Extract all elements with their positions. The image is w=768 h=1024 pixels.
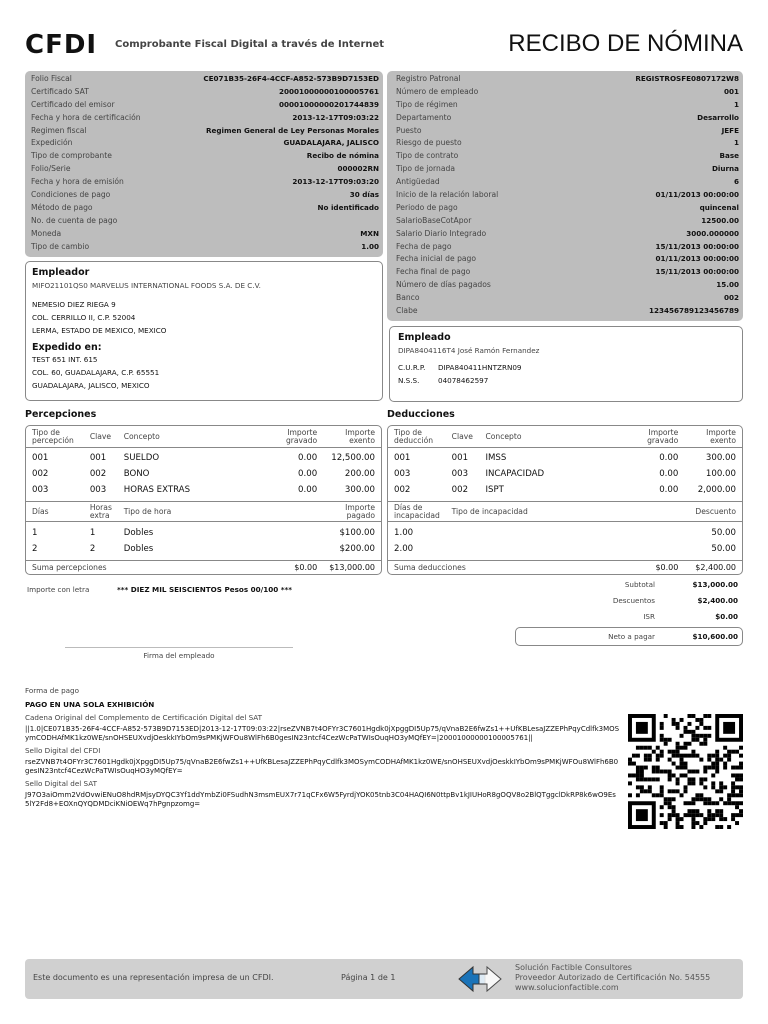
empleado-field-row [396,202,739,215]
subtotal-label: Subtotal [624,580,655,589]
empleado-field-label: Antigüedad [396,177,440,187]
empleado-field-value: 15.00 [716,280,739,290]
empleado-field-row [396,241,739,254]
firma-label: Firma del empleado [143,651,215,660]
footer-representacion: Este documento es una representación impresa de un CFDI. [33,973,274,982]
footer-proveedor: Proveedor Autorizado de Certificación No. 54555 [515,973,711,982]
suma-percepciones-exento: $13,000.00 [329,563,375,572]
percepcion-row [26,482,381,498]
empleado-field-value: 15/11/2013 00:00:00 [655,267,739,277]
solucion-factible-logo-icon [455,962,505,996]
footer-company: Solución Factible Consultores [515,963,632,972]
empleado-field-value: 01/11/2013 00:00:00 [655,190,739,200]
cfdi-logo: CFDI [25,30,98,60]
deduccion-cell: 0.00 [659,469,679,479]
comprobante-field-row [31,112,379,125]
deduccion-cell: 002 [394,485,411,495]
comprobante-field-row [31,202,379,215]
comprobante-field-label: Moneda [31,228,62,238]
comprobante-field-label: Condiciones de pago [31,190,111,200]
comprobante-field-label: Certificado del emisor [31,99,115,109]
empleado-field-row [396,215,739,228]
incapacidad-cell: 50.00 [711,544,736,554]
empleado-field-label: Riesgo de puesto [396,138,462,148]
firma-line [65,647,293,648]
empleado-field-row [396,163,739,176]
cadena-original-value: ||1.0|CE071B35-26F4-4CCF-A852-573B9D7153ED|2013-12-17T09:03:22|rseZVNB7t4OFYr3C7601Hgdk0jXpggDI5Up75/qVnaB2E6fwZs1++UfKBLesaJZZEPhPqyCdlfk3MOSymCODHAfMK1kz0WE/snOHSEUXvdjOeskkIYbOm9sPMKjWFOu8WlFh6B0gesIN23ntcf4CezWcPaTWIsOuqHO3yMQfEY=|20001000000100005761|| [25,725,620,742]
empleado-field-row [396,150,739,163]
percepcion-cell: 002 [89,469,107,479]
empleado-field-label: Salario Diario Integrado [396,228,487,238]
percepciones-suma-row [26,560,381,574]
empleado-field-label: Fecha final de pago [396,267,471,277]
comprobante-field-value: CE071B35-26F4-4CCF-A852-573B9D7153ED [203,74,379,83]
header-subtitle: Comprobante Fiscal Digital a través de Internet [115,39,385,50]
percepcion-cell: 002 [32,469,49,479]
percepcion-cell: 001 [89,453,107,463]
empleado-field-value: 123456789123456789 [648,306,739,316]
empleado-field-label: Departamento [396,112,452,122]
comprobante-field-value: Regimen General de Ley Personas Morales [205,125,379,135]
forma-pago-value: PAGO EN UNA SOLA EXHIBICIÓN [25,700,155,709]
comprobante-field-row [31,176,379,189]
deducciones-table [387,425,743,575]
percepcion-cell: 12,500.00 [331,453,375,463]
deduccion-cell: 003 [451,469,469,479]
empleado-field-row [396,189,739,202]
isr-label: ISR [643,612,655,621]
footer [25,959,743,999]
empleado-field-label: Puesto [396,125,422,135]
col-dias-incapacidad: Días de incapacidad [394,502,440,520]
neto-value: $10,600.00 [692,632,738,641]
empleado-field-row [396,305,739,318]
percepcion-cell: 200.00 [344,469,375,479]
empleado-field-value: Desarrollo [697,112,739,122]
expedido-title: Expedido en: [32,342,102,353]
col-dias: Días [32,507,49,516]
empleado-field-row [396,253,739,266]
comprobante-field-value: 2013-12-17T09:03:20 [292,177,379,187]
empleador-rfc-name: MIFO21101QS0 MARVELUS INTERNATIONAL FOODS S.A. DE C.V. [32,281,261,290]
percepcion-cell: 003 [32,485,49,495]
incapacidad-row [388,541,742,557]
comprobante-field-value: No identificado [317,202,379,212]
incapacidad-row [388,525,742,541]
col-clave: Clave [451,432,473,441]
neto-label: Neto a pagar [608,632,655,641]
empleado-field-value: 1 [733,138,739,148]
empleado-field-value: 3000.000000 [686,228,739,238]
suma-deducciones-gravado: $0.00 [655,563,679,572]
comprobante-field-value: MXN [360,228,379,238]
deduccion-cell: 001 [394,453,411,463]
comprobante-field-value: 20001000000100005761 [278,86,379,96]
deduccion-cell: 2,000.00 [697,485,736,495]
empleado-field-row [396,137,739,150]
horas-extra-header [26,502,381,522]
empleado-field-row [396,292,739,305]
col-tipo-deduccion: Tipo de deducción [394,427,434,445]
comprobante-field-row [31,241,379,254]
comprobante-info-box [25,71,383,257]
deduccion-cell: 001 [451,453,469,463]
importe-letra-label: Importe con letra [27,585,90,594]
empleado-field-value: 15/11/2013 00:00:00 [655,241,739,251]
suma-percepciones-label: Suma percepciones [32,563,107,572]
empleado-field-label: Inicio de la relación laboral [396,190,499,200]
horas-extra-cell: 2 [89,544,96,554]
deduccion-cell: INCAPACIDAD [485,469,545,479]
horas-extra-cell: Dobles [123,528,154,538]
horas-extra-cell: Dobles [123,544,154,554]
empleador-address-3: LERMA, ESTADO DE MEXICO, MEXICO [32,326,167,335]
empleado-field-value: 12500.00 [701,215,739,225]
deducciones-title: Deducciones [387,409,455,420]
percepcion-cell: 0.00 [298,469,318,479]
col-importe-exento: Importe exento [706,427,736,445]
empleado-field-row [396,86,739,99]
col-clave: Clave [89,432,112,441]
empleador-title: Empleador [32,267,90,278]
empleado-field-value: 6 [733,177,739,187]
percepcion-cell: SUELDO [123,453,160,463]
percepcion-cell: BONO [123,469,150,479]
importe-letra-value: *** DIEZ MIL SEISCIENTOS Pesos 00/100 *** [117,585,293,594]
cadena-original-label: Cadena Original del Complemento de Certificación Digital del SAT [25,713,263,722]
comprobante-field-row [31,137,379,150]
empleador-address-2: COL. CERRILLO II, C.P. 52004 [32,313,136,322]
comprobante-field-label: Folio Fiscal [31,74,72,83]
expedido-address-2: COL. 60, GUADALAJARA, C.P. 65551 [32,368,160,377]
percepciones-header [26,426,381,448]
empleado-field-value: quincenal [699,202,739,212]
comprobante-field-label: Expedición [31,138,73,148]
empleado-field-label: Número de empleado [396,86,479,96]
descuentos-value: $2,400.00 [697,596,738,605]
comprobante-field-row [31,150,379,163]
percepcion-cell: 0.00 [298,485,318,495]
empleado-rfc-name: DIPA8404116T4 José Ramón Fernandez [398,346,540,355]
empleado-field-value: 001 [723,86,739,96]
empleador-address-1: NEMESIO DIEZ RIEGA 9 [32,300,116,309]
empleado-field-value: 01/11/2013 00:00:00 [655,254,739,264]
empleado-field-row [396,125,739,138]
sello-sat-value: J97O3aiOmm2VdOvwiENuO8hdRMjsyDYQC3Yf1ddYmbZi0FSudhN3msmEUX7r71qCFx6W5FyrdjYOK05tnb3C04HAQI6N0ttpBv1kJIUHoR8gOQV8o2BlQTggclDkRP8k6wO9Es5lY2Fd8+EOXnQYQDMDciKNiOEWq7hPgnpzomg= [25,791,616,808]
horas-extra-cell: $100.00 [339,528,375,538]
comprobante-field-label: No. de cuenta de pago [31,215,118,225]
col-concepto: Concepto [123,432,160,441]
deduccion-cell: IMSS [485,453,507,463]
comprobante-field-label: Regimen fiscal [31,125,87,135]
empleado-field-value: REGISTROSFE0807172W8 [635,74,739,83]
incapacidad-header [388,502,742,522]
comprobante-field-value: 2013-12-17T09:03:22 [292,112,379,122]
percepciones-table [25,425,382,575]
comprobante-field-row [31,163,379,176]
comprobante-field-row [31,228,379,241]
empleado-field-row [396,99,739,112]
empleado-field-value: 002 [723,293,739,303]
empleado-field-label: SalarioBaseCotApor [396,215,472,225]
deduccion-cell: 0.00 [659,485,679,495]
subtotal-value: $13,000.00 [692,580,738,589]
horas-extra-cell: 2 [32,544,38,554]
percepcion-cell: 001 [32,453,49,463]
sello-sat-label: Sello Digital del SAT [25,779,97,788]
comprobante-field-label: Método de pago [31,202,93,212]
percepcion-cell: 003 [89,485,107,495]
deduccion-cell: 003 [394,469,411,479]
deduccion-row [388,482,742,498]
sello-cfdi-label: Sello Digital del CFDI [25,746,101,755]
suma-percepciones-gravado: $0.00 [294,563,318,572]
deduccion-cell: 100.00 [705,469,736,479]
percepcion-cell: 300.00 [344,485,375,495]
curp-value: DIPA840411HNTZRN09 [438,363,522,372]
comprobante-field-row [31,125,379,138]
nss-value: 04078462597 [438,376,489,385]
expedido-address-1: TEST 651 INT. 615 [32,355,98,364]
empleado-field-label: Banco [396,293,420,303]
empleado-field-value: Diurna [711,164,739,174]
horas-extra-cell: 1 [32,528,38,538]
percepcion-cell: 0.00 [298,453,318,463]
sellos-section [25,686,620,809]
horas-extra-cell: $200.00 [339,544,375,554]
col-importe-gravado: Importe gravado [647,427,679,445]
isr-value: $0.00 [715,612,738,621]
empleado-field-label: Periodo de pago [396,202,458,212]
empleado-info-box [387,71,743,321]
empleado-field-label: Fecha de pago [396,241,452,251]
col-concepto: Concepto [485,432,522,441]
empleado-field-row [396,176,739,189]
suma-deducciones-exento: $2,400.00 [695,563,736,572]
col-horas-extra: Horas extra [89,502,112,520]
col-importe-exento: Importe exento [345,427,375,445]
empleado-field-row [396,73,739,86]
col-tipo-hora: Tipo de hora [123,507,172,516]
comprobante-field-row [31,86,379,99]
curp-label: C.U.R.P. [398,363,426,372]
percepcion-row [26,466,381,482]
horas-extra-row [26,525,381,541]
comprobante-field-value: 00001000000201744839 [278,99,379,109]
empleado-field-value: JEFE [721,125,739,135]
empleado-field-value: 1 [733,99,739,109]
col-tipo-percepcion: Tipo de percepción [32,427,74,445]
comprobante-field-value: 1.00 [361,241,379,251]
comprobante-field-label: Fecha y hora de certificación [31,112,141,122]
deduccion-row [388,450,742,466]
comprobante-field-row [31,99,379,112]
col-importe-gravado: Importe gravado [285,427,318,445]
incapacidad-cell: 1.00 [394,528,414,538]
deduccion-cell: 002 [451,485,469,495]
footer-pagina: Página 1 de 1 [341,973,396,982]
empleado-field-label: Registro Patronal [396,74,461,83]
comprobante-field-label: Tipo de comprobante [31,151,112,161]
comprobante-field-value: 30 días [349,190,379,200]
empleado-title: Empleado [398,332,451,343]
empleado-field-label: Número de días pagados [396,280,491,290]
percepcion-cell: HORAS EXTRAS [123,485,191,495]
comprobante-field-label: Folio/Serie [31,164,71,174]
empleado-field-label: Tipo de régimen [396,99,458,109]
percepciones-title: Percepciones [25,409,97,420]
descuentos-label: Descuentos [612,596,655,605]
deducciones-header [388,426,742,448]
horas-extra-cell: 1 [89,528,96,538]
footer-web: www.solucionfactible.com [515,983,619,992]
deduccion-row [388,466,742,482]
expedido-address-3: GUADALAJARA, JALISCO, MEXICO [32,381,150,390]
percepcion-row [26,450,381,466]
incapacidad-cell: 2.00 [394,544,414,554]
horas-extra-row [26,541,381,557]
deduccion-cell: 300.00 [705,453,736,463]
incapacidad-cell: 50.00 [711,528,736,538]
document-title: RECIBO DE NÓMINA [508,30,743,57]
deduccion-cell: 0.00 [659,453,679,463]
empleado-card [389,326,743,402]
comprobante-field-value: GUADALAJARA, JALISCO [283,138,379,148]
comprobante-field-value: 000002RN [337,164,379,174]
col-tipo-incapacidad: Tipo de incapacidad [451,507,528,516]
empleador-card [25,261,383,401]
empleado-field-label: Clabe [396,306,418,316]
comprobante-field-label: Fecha y hora de emisión [31,177,124,187]
comprobante-field-label: Tipo de cambio [31,241,90,251]
comprobante-field-label: Certificado SAT [31,86,89,96]
forma-pago-label: Forma de pago [25,686,79,695]
comprobante-field-row [31,215,379,228]
col-importe-pagado: Importe pagado [345,502,375,520]
deducciones-suma-row [388,560,742,574]
comprobante-field-row [31,189,379,202]
comprobante-field-value: Recibo de nómina [306,151,379,161]
empleado-field-label: Tipo de contrato [396,151,459,161]
empleado-field-row [396,112,739,125]
empleado-field-row [396,228,739,241]
empleado-field-label: Fecha inicial de pago [396,254,477,264]
sello-cfdi-value: rseZVNB7t4OFYr3C7601Hgdk0jXpggDI5Up75/qVnaB2E6fwZs1++UfKBLesaJZZEPhPqyCdlfk3MOSymCODHAfMK1kz0WE/snOHSEUXvdjOeskkIYbOm9sPMKjWFOu8WlFh6B0gesIN23ntcf4CezWcPaTWIsOuqHO3yMQfEY= [25,758,619,775]
col-descuento: Descuento [695,507,736,516]
suma-deducciones-label: Suma deducciones [394,563,466,572]
empleado-field-row [396,279,739,292]
empleado-field-value: Base [719,151,739,161]
empleado-field-label: Tipo de jornada [396,164,455,174]
nss-label: N.S.S. [398,376,420,385]
comprobante-field-row [31,73,379,86]
qr-code [628,714,743,829]
empleado-field-row [396,266,739,279]
deduccion-cell: ISPT [485,485,504,495]
